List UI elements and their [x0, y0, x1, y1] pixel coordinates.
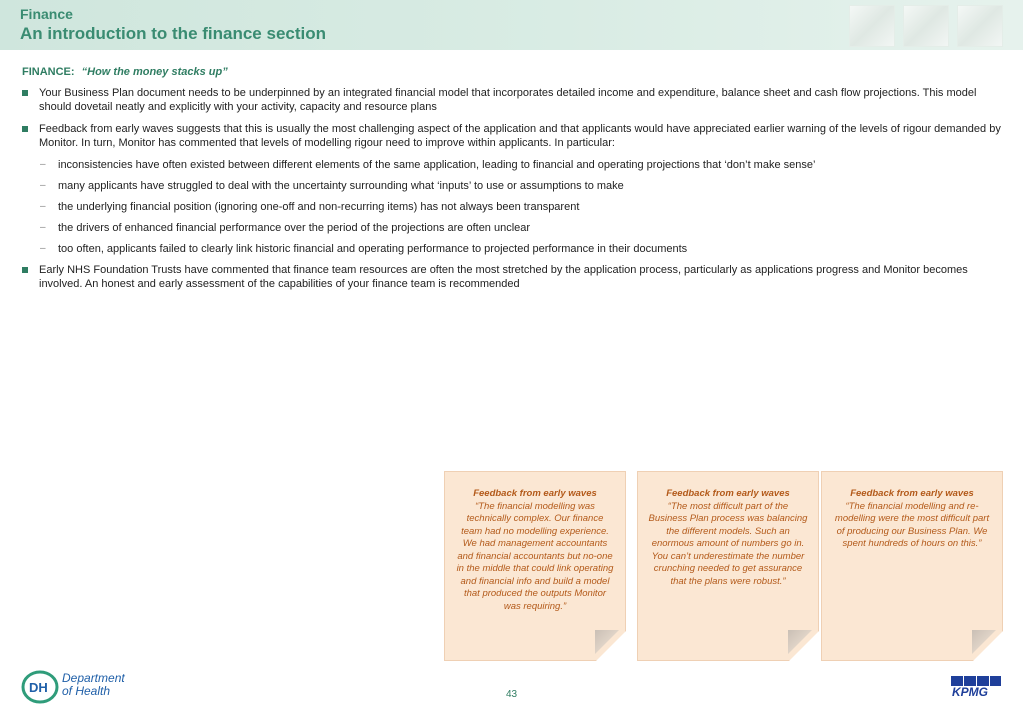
feedback-note-1 [444, 471, 626, 661]
kpmg-logo-text: KPMG [952, 685, 988, 698]
header-photo-2 [903, 5, 949, 47]
dash-bullet-icon: – [40, 243, 46, 254]
dash-bullet-icon: – [40, 159, 46, 170]
bullet-text: Your Business Plan document needs to be underpinned by an integrated financial model that incorporates detailed income and expenditure, balance sheet and cash flow projections. This model should dovetail neatly and explicitly with your activity, capacity and resource plans [39, 87, 977, 113]
feedback-note-heading: Feedback from early waves [666, 488, 790, 499]
page-title: An introduction to the finance section [20, 24, 326, 43]
feedback-note-heading: Feedback from early waves [850, 488, 974, 499]
dh-logo-line1: Department [62, 671, 125, 685]
section-label-prefix: FINANCE: [22, 66, 75, 78]
dash-bullet-icon: – [40, 222, 46, 233]
sub-bullet-item [22, 200, 1002, 214]
bullet-item [22, 86, 1002, 114]
square-bullet-icon [22, 267, 28, 273]
feedback-note-3 [821, 471, 1003, 661]
feedback-note-quote: “The financial modelling and re-modelling were the most difficult part of producing our Business Plan. We spent hundreds of hours on this.” [834, 500, 990, 549]
header-photo-3 [957, 5, 1003, 47]
bullet-item [22, 122, 1002, 150]
square-bullet-icon [22, 126, 28, 132]
sub-bullet-text: the drivers of enhanced financial performance over the period of the projections are often unclear [58, 222, 531, 234]
header-photo-1 [849, 5, 895, 47]
page-number: 43 [505, 689, 518, 700]
sub-bullet-text: the underlying financial position (ignoring one-off and non-recurring items) has not always been transparent [58, 201, 580, 213]
sub-bullet-item [22, 221, 1002, 235]
section-title: Finance [20, 6, 73, 22]
sub-bullet-text: inconsistencies have often existed between different elements of the same application, leading to financial and operating projections that ‘don’t make sense’ [58, 159, 816, 171]
sub-bullet-item [22, 179, 1002, 193]
sub-bullet-item [22, 158, 1002, 172]
feedback-note-heading: Feedback from early waves [473, 488, 597, 499]
kpmg-logo [951, 676, 1001, 698]
bullet-text: Early NHS Foundation Trusts have commented that finance team resources are often the most stretched by the application process, particularly as applications progress and Monitor becomes involved. An honest and early assessment of the capabilities of your finance team is recommended [39, 264, 968, 290]
square-bullet-icon [22, 90, 28, 96]
body-content [22, 86, 1002, 299]
bullet-text: Feedback from early waves suggests that this is usually the most challenging aspect of the application and that applicants would have appreciated earlier warning of the levels of rigour demanded by Monitor. In turn, Monitor has commented that levels of modelling rigour need to improve within applicants. In particular: [39, 123, 1001, 149]
sub-bullet-text: too often, applicants failed to clearly link historic financial and operating performance to projected performance in their documents [58, 243, 688, 255]
sub-bullet-text: many applicants have struggled to deal with the uncertainty surrounding what ‘inputs’ to use or assumptions to make [58, 180, 624, 192]
section-label [22, 66, 228, 78]
feedback-note-quote: “The most difficult part of the Business Plan process was balancing the different models. Such an enormous amount of numbers go in. You can’t underestimate the number crunching needed to get assurance that the plans were robust.” [648, 500, 808, 587]
sub-bullet-item [22, 242, 1002, 256]
bullet-item [22, 263, 1002, 291]
dh-logo-initials: DH [29, 680, 48, 695]
dash-bullet-icon: – [40, 180, 46, 191]
section-label-quote: “How the money stacks up” [81, 66, 228, 78]
dash-bullet-icon: – [40, 201, 46, 212]
feedback-note-2 [637, 471, 819, 661]
feedback-note-quote: “The financial modelling was technically complex. Our finance team had no modelling experience. We had management accountants and financial accountants but no-one in the middle that could link operating and financial info and build a model that produced the outputs Monitor was requiring.” [456, 500, 614, 612]
dh-logo-line2: of Health [62, 684, 111, 698]
